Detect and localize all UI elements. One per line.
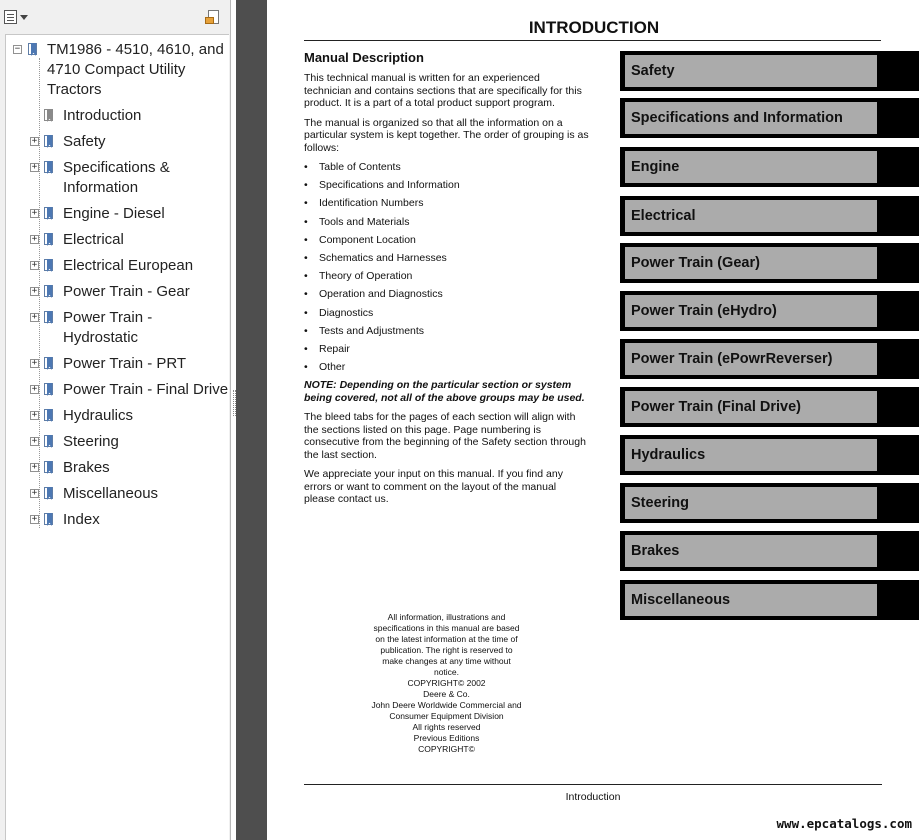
- expand-icon[interactable]: +: [31, 436, 38, 446]
- expand-icon[interactable]: +: [31, 162, 38, 172]
- bleed-tab-panel: [625, 55, 877, 87]
- list-item: • Other: [304, 361, 589, 373]
- bookmark-label: Hydraulics: [63, 407, 134, 424]
- bookmark-label: Electrical European: [63, 257, 194, 274]
- grouping-list: [304, 161, 589, 373]
- paragraph: This technical manual is written for an experienced technician and contains sections that are specifically for this product. It is a part of a total product support program.: [304, 72, 582, 109]
- bleed-tab: [620, 291, 919, 331]
- expand-icon[interactable]: +: [31, 462, 38, 472]
- title-divider: [304, 40, 881, 41]
- bookmark-label: Brakes: [63, 459, 110, 476]
- bookmark-label: Specifications &: [63, 159, 170, 176]
- tree-guide-line: [39, 58, 41, 528]
- bookmarks-toolbar: [0, 0, 231, 32]
- bleed-tab: [620, 483, 919, 523]
- list-item: • Specifications and Information: [304, 179, 589, 191]
- copyright-line: John Deere Worldwide Commercial and: [371, 700, 522, 710]
- copyright-line: Previous Editions: [413, 733, 480, 743]
- copyright-line: notice.: [433, 667, 460, 677]
- bleed-tab: [620, 387, 919, 427]
- expand-icon[interactable]: +: [31, 286, 38, 296]
- bookmark-icon: [44, 207, 54, 221]
- copyright-line: Consumer Equipment Division: [389, 711, 504, 721]
- document-page: [267, 0, 919, 840]
- copyright-line: publication. The right is reserved to: [380, 645, 513, 655]
- copyright-line: make changes at any time without: [382, 656, 511, 666]
- copyright-line: All rights reserved: [412, 722, 481, 732]
- bookmark-label: Power Train - Gear: [63, 283, 190, 300]
- bookmark-label: Hydrostatic: [63, 329, 139, 346]
- bookmark-label: Electrical: [63, 231, 124, 248]
- list-item: • Operation and Diagnostics: [304, 288, 589, 300]
- bleed-tab: [620, 339, 919, 379]
- bookmark-label: Steering: [63, 433, 119, 450]
- bleed-tab: [620, 531, 919, 571]
- expand-icon[interactable]: +: [31, 136, 38, 146]
- bleed-tab-label: Safety: [631, 63, 675, 79]
- bleed-tab-panel: [625, 151, 877, 183]
- manual-description: [304, 50, 589, 513]
- bleed-tab: [620, 435, 919, 475]
- list-item: • Table of Contents: [304, 161, 589, 173]
- expand-icon[interactable]: +: [31, 208, 38, 218]
- bookmark-label: Power Train - Final Drive: [63, 381, 229, 398]
- bookmark-icon: [44, 383, 54, 397]
- bleed-tab-panel: [625, 102, 877, 134]
- expand-icon[interactable]: +: [31, 312, 38, 322]
- bookmark-label: Information: [63, 179, 139, 196]
- paragraph: We appreciate your input on this manual. If you find any errors or want to comment on the layout of the manual please contact us.: [304, 468, 563, 506]
- bookmark-label: Power Train - PRT: [63, 355, 187, 372]
- bleed-tab: [620, 580, 919, 620]
- bookmark-label: 4710 Compact Utility: [47, 61, 186, 78]
- list-item: • Identification Numbers: [304, 197, 589, 209]
- expand-icon[interactable]: +: [31, 514, 38, 524]
- paragraph: The bleed tabs for the pages of each section will align with the sections listed on this page. Page numbering is consecutive from the beginning of the Safety section through the last section.: [304, 411, 586, 461]
- bleed-tab-label: Hydraulics: [631, 447, 706, 463]
- bookmark-icon: [44, 161, 54, 175]
- bleed-tab-label: Engine: [631, 159, 680, 175]
- copyright-line: on the latest information at the time of: [375, 634, 518, 644]
- bookmark-label: Miscellaneous: [63, 485, 159, 502]
- bookmark-label: Safety: [63, 133, 106, 150]
- bleed-tab-panel: [625, 343, 877, 375]
- bookmark-icon: [44, 285, 54, 299]
- bleed-tab-panel: [625, 295, 877, 327]
- find-current-bookmark-icon[interactable]: [205, 9, 223, 27]
- bookmark-icon: [44, 487, 54, 501]
- bleed-tab-panel: [625, 247, 877, 279]
- bookmark-icon: [44, 109, 54, 123]
- bleed-tab-panel: [625, 200, 877, 232]
- bookmark-icon: [44, 311, 54, 325]
- bookmark-icon: [28, 43, 38, 57]
- bleed-tab-panel: [625, 584, 877, 616]
- list-item: • Tests and Adjustments: [304, 325, 589, 337]
- bleed-tab: [620, 98, 919, 138]
- bookmark-icon: [44, 461, 54, 475]
- paragraph: The manual is organized so that all the information on a particular system is kept together. The order of grouping is as follows:: [304, 116, 589, 154]
- watermark: www.epcatalogs.com: [776, 816, 912, 831]
- list-item: • Tools and Materials: [304, 216, 589, 228]
- bleed-tab: [620, 196, 919, 236]
- list-item: • Schematics and Harnesses: [304, 252, 589, 264]
- bookmark-icon: [44, 259, 54, 273]
- bleed-tab-label: Brakes: [631, 543, 680, 559]
- bookmark-icon: [44, 357, 54, 371]
- bleed-tab: [620, 51, 919, 91]
- bookmark-icon: [44, 233, 54, 247]
- bookmarks-panel: [0, 0, 231, 840]
- page-title: INTRODUCTION: [528, 18, 660, 37]
- copyright-line: specifications in this manual are based: [373, 623, 520, 633]
- note-paragraph: NOTE: Depending on the particular section or system being covered, not all of the above groups may be used.: [304, 379, 585, 404]
- expand-icon[interactable]: +: [31, 234, 38, 244]
- bookmark-label: Engine - Diesel: [63, 205, 165, 222]
- bookmark-label: Power Train -: [63, 309, 153, 326]
- bleed-tab-label: Specifications and Information: [631, 110, 843, 126]
- bookmark-label: Index: [63, 511, 100, 528]
- expand-icon[interactable]: +: [31, 384, 38, 394]
- expand-icon[interactable]: +: [31, 358, 38, 368]
- copyright-line: All information, illustrations and: [387, 612, 506, 622]
- bookmark-tree: [5, 34, 229, 840]
- bleed-tab-label: Power Train (eHydro): [631, 303, 777, 319]
- copyright-line: Deere & Co.: [423, 689, 470, 699]
- bookmark-label: Tractors: [47, 81, 102, 98]
- bleed-tab-label: Power Train (Final Drive): [631, 399, 802, 415]
- bleed-tab-panel: [625, 439, 877, 471]
- list-item: • Theory of Operation: [304, 270, 589, 282]
- copyright-line: COPYRIGHT© 2002: [407, 678, 486, 688]
- options-menu-icon[interactable]: [4, 9, 30, 27]
- bleed-tab-label: Steering: [631, 495, 690, 511]
- bleed-tab-label: Miscellaneous: [631, 592, 731, 608]
- bleed-tab-label: Power Train (ePowrReverser): [631, 351, 833, 367]
- collapse-icon[interactable]: −: [14, 44, 21, 54]
- bookmark-icon: [44, 135, 54, 149]
- expand-icon[interactable]: +: [31, 488, 38, 498]
- bleed-tab: [620, 147, 919, 187]
- bookmark-icon: [44, 435, 54, 449]
- list-item: • Repair: [304, 343, 589, 355]
- bleed-tab-panel: [625, 391, 877, 423]
- copyright-line: COPYRIGHT©: [418, 744, 475, 754]
- section-heading: Manual Description: [304, 50, 424, 65]
- expand-icon[interactable]: +: [31, 260, 38, 270]
- expand-icon[interactable]: +: [31, 410, 38, 420]
- bleed-tab: [620, 243, 919, 283]
- footer-section-label: Introduction: [565, 791, 621, 803]
- list-item: • Component Location: [304, 234, 589, 246]
- bleed-tab-panel: [625, 487, 877, 519]
- bookmark-icon: [44, 513, 54, 527]
- list-item: • Diagnostics: [304, 307, 589, 319]
- bleed-tab-label: Power Train (Gear): [631, 255, 760, 271]
- bleed-tab-label: Electrical: [631, 208, 696, 224]
- copyright-notice: [364, 612, 529, 755]
- footer-divider: [304, 784, 882, 785]
- bookmark-label: TM1986 - 4510, 4610, and: [47, 41, 224, 58]
- bookmark-label: Introduction: [63, 107, 142, 124]
- bleed-tab-panel: [625, 535, 877, 567]
- viewer-gutter: [236, 0, 267, 840]
- bookmark-icon: [44, 409, 54, 423]
